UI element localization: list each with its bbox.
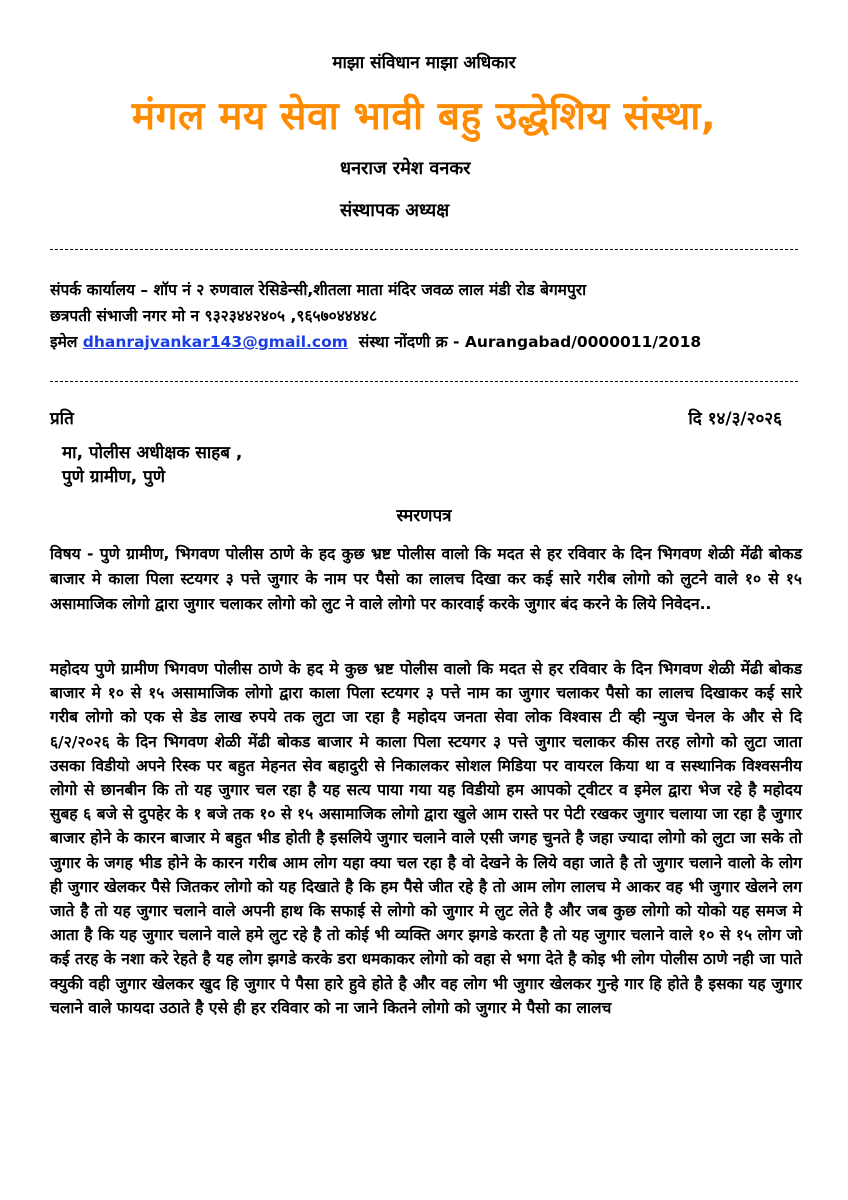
email-label: इमेल: [50, 333, 78, 351]
contact-address-line-1: संपर्क कार्यालय – शॉप नं २ रुणवाल रेसिडेन्सी,शीतला माता मंदिर जवळ लाल मंडी रोड बेगमपुरा: [50, 281, 587, 299]
email-link[interactable]: dhanrajvankar143@gmail.com: [82, 333, 348, 351]
dashed-divider-top: [50, 249, 798, 250]
motto-line: माझा संविधान माझा अधिकार: [332, 53, 516, 73]
recipient-line-2: पुणे ग्रामीण, पुणे: [62, 467, 166, 487]
dashed-divider-bottom: [50, 381, 798, 382]
contact-email-line: [50, 330, 810, 352]
organization-name: मंगल मय सेवा भावी बहु उद्धेशिय संस्था,: [131, 94, 717, 139]
body-paragraph: महोदय पुणे ग्रामीण भिगवण पोलीस ठाणे के हद मे कुछ भ्रष्ट पोलीस वालो कि मदत से हर रविवार के दिन भिगवण शेळी मेंढी बोकड बाजार मे १० से १५ असामाजिक लोगो द्वारा काला पिला स्टयगर ३ पत्ते नाम का जुगार चलाकर पैसो का लालच दिखाकर कई सारे गरीब लोगो को एक से डेड लाख रुपये तक लुटा जा रहा है महोदय जनता सेवा लोक विश्वास टी व्ही न्युज चेनल के और से दि ६/२/२०२६ के दिन भिगवण शेळी मेंढी बोकड बाजार मे काला पिला स्टयगर ३ पत्ते जुगार चलाकर कीस तरह लोगो को लुटा जाता उसका विडीयो अपने रिस्क पर बहुत मेहनत सेव बहादुरी से निकालकर सोशल मिडिया पर वायरल किया था व सस्थानिक विश्वसनीय लोगो से छानबीन कि तो यह जुगार चल रहा है यह सत्य पाया गया यह विडीयो हम आपको ट्वीटर व इमेल द्वारा भेज रहे है महोदय सुबह ६ बजे से दुपहेर के १ बजे तक १० से १५ असामाजिक लोगो द्वारा खुले आम रास्ते पर पेटी रखकर जुगार चलाया जा रहा है जुगार बाजार होने के कारन बाजार मे बहुत भीड होती है इसलिये जुगार चलाने वाले एसी जगह चुनते है जहा ज्यादा लोगो को लुटा जा सके तो जुगार के जगह भीड होने के कारन गरीब आम लोग यहा क्या चल रहा है वो देखने के लिये वहा जाते है तो जुगार चलाने वालो के लोग ही जुगार खेलकर पैसे जितकर लोगो को यह दिखाते है कि हम पैसे जीत रहे है तो आम लोग लालच मे आकर वह भी जुगार खेलने लग जाते है तो यह जुगार चलाने वाले अपनी हाथ कि सफाई से लोगो को जुगार मे लुट लेते है और जब कुछ लोगो को योको यह समज मे आता है कि यह जुगार चलाने वाले हमे लुट रहे है तो कोई भी व्यक्ति अगर झगडे करता है तो यह जुगार चलाने वाले १० से १५ लोग जो कई तरह के नशा करे रेहते है यह लोग झगडे करके डरा धमकाकर लोगो को वहा से भगा देते है कोइ भी लोग पोलीस ठाणे नही जा पाते क्युकी वही जुगार खेलकर खुद हि जुगार पे पैसा हारे हुवे होते है और वह लोग भी जुगार खेलकर गुन्हे गार हि होते है इसका यह जुगार चलाने वाले फायदा उठाते है एसे ही हर रविवार को ना जाने कितने लोगो को जुगार मे पैसो का लालच: [50, 660, 802, 1017]
letter-date: दि १४/३/२०२६: [688, 409, 782, 429]
founder-title: संस्थापक अध्यक्ष: [340, 200, 450, 221]
to-label: प्रति: [50, 409, 74, 429]
contact-address-line-2: छत्रपती संभाजी नगर मो न ९३२३४४२४०५ ,९६५७०४४४४८: [50, 307, 378, 325]
founder-name: धनराज रमेश वनकर: [340, 158, 471, 179]
document-title: स्मरणपत्र: [396, 506, 452, 526]
subject-paragraph: विषय - पुणे ग्रामीण, भिगवण पोलीस ठाणे के हद कुछ भ्रष्ट पोलीस वालो कि मदत से हर रविवार के दिन भिगवण शेळी मेंढी बोकड बाजार मे काला पिला स्टयगर ३ पत्ते जुगार के नाम पर पैसो का लालच दिखा कर कई सारे गरीब लोगो को लुटने वाले १० से १५ असामाजिक लोगो द्वारा जुगार चलाकर लोगो को लुट ने वाले लोगो पर कारवाई करके जुगार बंद करने के लिये निवेदन..: [50, 545, 802, 613]
recipient-line-1: मा, पोलीस अधीक्षक साहब ,: [62, 443, 243, 463]
registration-number: संस्था नोंदणी क्र - Aurangabad/0000011/2018: [358, 333, 702, 351]
